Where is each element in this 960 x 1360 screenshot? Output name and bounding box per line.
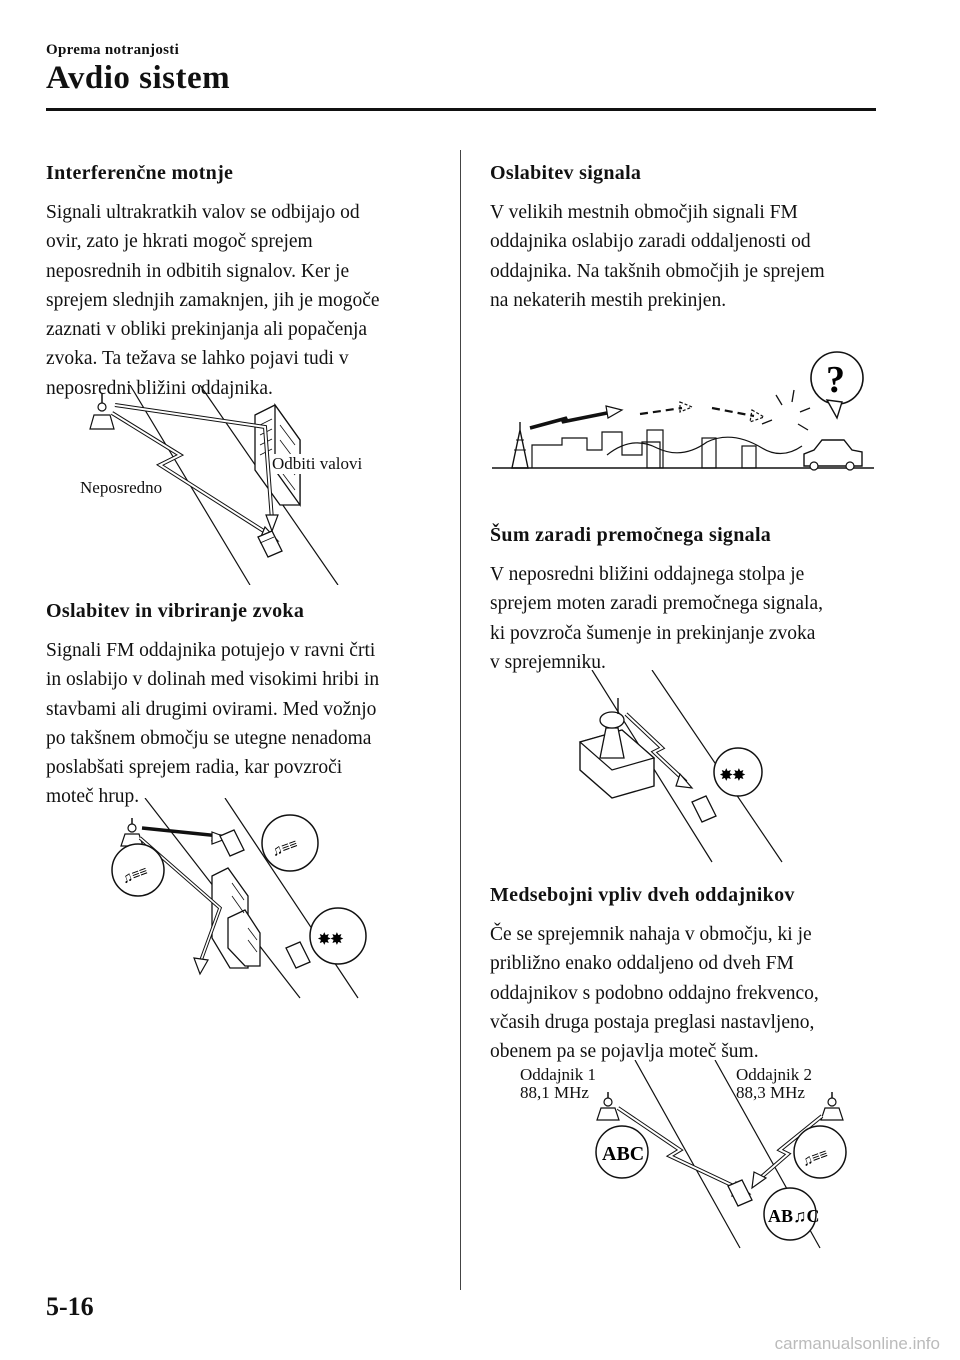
text-line: ovir, zato je hkrati mogoč sprejem: [46, 231, 313, 253]
text-line: neposredni bližini oddajnika.: [46, 377, 273, 399]
section-weak-signal: [490, 162, 890, 315]
text-line: sprejem moten zaradi premočnega signala,: [490, 593, 823, 615]
text-line: Signali ultrakratkih valov se odbijajo od: [46, 202, 360, 223]
question-icon: [811, 352, 863, 418]
section-body-weak-signal: [490, 198, 890, 315]
label-direct: Neposredno: [80, 478, 163, 497]
svg-text:AB♫C: AB♫C: [768, 1206, 820, 1226]
section-interference: [46, 162, 446, 403]
transmitter-1-frequency: 88,1 MHz: [520, 1083, 589, 1102]
text-line: stavbami ali drugimi ovirami. Med vožnjo: [46, 698, 377, 720]
text-line: ki povzroča šumenje in prekinjanje zvoka: [490, 622, 816, 644]
transmitter-1-name: Oddajnik 1: [520, 1065, 597, 1084]
transmitter-icon: [90, 393, 114, 429]
text-line: Signali FM oddajnika potujejo v ravni črti: [46, 640, 376, 661]
transmitter-icon: [821, 1092, 843, 1120]
watermark: carmanualsonline.info: [774, 1334, 940, 1353]
text-line: oddajnikov s podobno oddajno frekvenco,: [490, 982, 819, 1004]
tower-icon: [600, 698, 624, 758]
text-line: včasih druga postaja preglasi nastavljeno,: [490, 1011, 815, 1033]
text-line: in oslabijo v dolinah med visokimi hribi in: [46, 669, 380, 691]
column-divider: [460, 150, 461, 1290]
figure-strong-signal: [562, 670, 792, 865]
text-line: zaznati v obliki prekinjanja ali popačenja: [46, 319, 368, 341]
section-two-transmitters: [490, 884, 890, 1066]
text-line: oddajnika. Na takšnih območjih je sprejem: [490, 260, 825, 282]
text-line: v sprejemniku.: [490, 651, 606, 673]
section-strong-signal: [490, 524, 890, 677]
section-attenuation: [46, 600, 446, 812]
section-heading-attenuation: Oslabitev in vibriranje zvoka: [46, 600, 305, 622]
car-icon: [728, 1180, 752, 1206]
car-icon: [804, 440, 862, 470]
text-line: zvoka. Ta težava se lahko pojavi tudi v: [46, 348, 349, 370]
text-line: poslabšati sprejem radia, kar povzroči: [46, 757, 343, 779]
svg-text:♫≡≡: ♫≡≡: [269, 837, 300, 861]
text-line: oddajnika oslabijo zaradi oddaljenosti od: [490, 231, 811, 253]
text-line: sprejem slednjih zamaknjen, jih je mogoče: [46, 289, 380, 311]
figure-fading: [100, 798, 400, 1003]
car-icon: [220, 830, 244, 856]
section-heading-strong-signal: Šum zaradi premočnega signala: [490, 524, 772, 546]
svg-text:✸✸: ✸✸: [720, 768, 746, 784]
text-line: obenem pa se pojavlja moteč šum.: [490, 1041, 759, 1063]
page-title: Avdio sistem: [46, 60, 231, 96]
car-icon: [286, 942, 310, 968]
text-line: V velikih mestnih območjih signali FM: [490, 202, 798, 223]
section-body-attenuation: [46, 636, 446, 812]
svg-text:ABC: ABC: [602, 1143, 645, 1165]
section-body-strong-signal: [490, 560, 890, 677]
text-line: Če se sprejemnik nahaja v območju, ki je: [490, 924, 812, 945]
transmitter-2-name: Oddajnik 2: [736, 1065, 813, 1084]
text-line: V neposredni bližini oddajnega stolpa je: [490, 564, 805, 585]
figure-two-transmitters: [570, 1060, 870, 1250]
car-icon: [692, 796, 716, 822]
svg-text:✸✸: ✸✸: [318, 932, 344, 948]
section-heading-weak-signal: Oslabitev signala: [490, 162, 642, 184]
label-reflected: Odbiti valovi: [272, 454, 363, 473]
section-label: Oprema notranjosti: [46, 42, 180, 58]
car-icon: [258, 531, 282, 557]
figure-weak-signal: [492, 350, 882, 475]
text-line: na nekaterih mestih prekinjen.: [490, 289, 727, 311]
transmitter-2-frequency: 88,3 MHz: [736, 1083, 805, 1102]
section-body-two-transmitters: [490, 920, 890, 1066]
section-heading-interference: Interferenčne motnje: [46, 162, 234, 184]
section-body-interference: [46, 198, 446, 403]
text-line: neposrednih in odbitih signalov. Ker je: [46, 260, 350, 282]
text-line: moteč hrup.: [46, 786, 140, 808]
svg-text:♫≡≡: ♫≡≡: [120, 864, 151, 888]
tower-icon: [512, 422, 528, 468]
page-number: 5-16: [46, 1292, 94, 1321]
text-line: po takšnem območju se utegne nenadoma: [46, 727, 372, 749]
text-line: približno enako oddaljeno od dveh FM: [490, 953, 794, 975]
svg-text:♫≡≡: ♫≡≡: [800, 1146, 831, 1171]
svg-text:?: ?: [826, 359, 845, 401]
header-rule: [46, 108, 876, 111]
transmitter-icon: [121, 818, 143, 846]
section-heading-two-transmitters: Medsebojni vpliv dveh oddajnikov: [490, 884, 795, 906]
transmitter-icon: [597, 1092, 619, 1120]
